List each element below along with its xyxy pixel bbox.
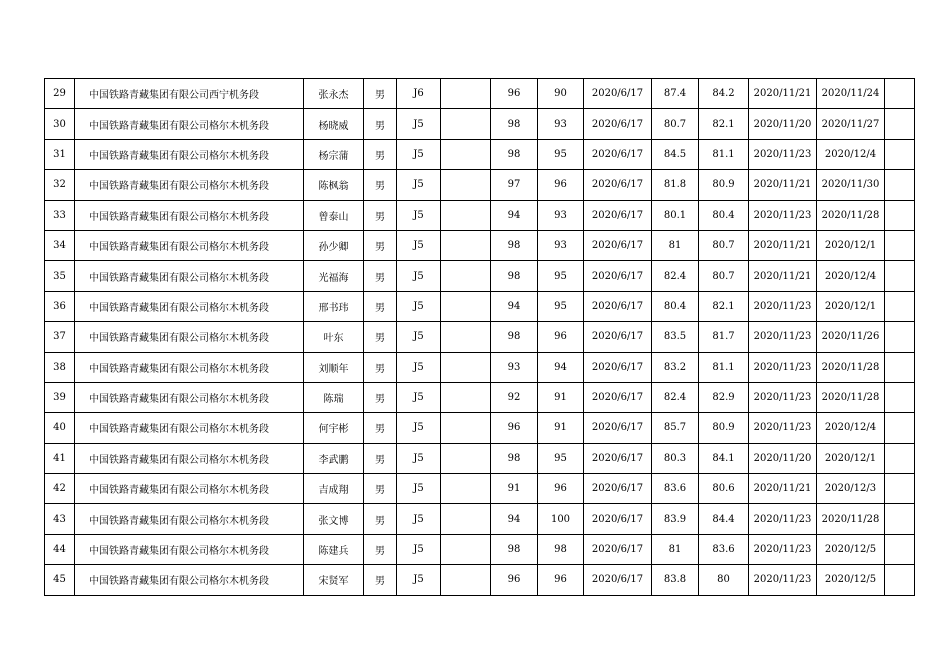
cell-gender: 男 (364, 200, 397, 230)
cell-remark (885, 139, 915, 169)
cell-score-d: 80.6 (699, 474, 749, 504)
cell-class: J5 (397, 230, 441, 260)
cell-organization: 中国铁路青藏集团有限公司格尔木机务段 (75, 200, 304, 230)
cell-organization: 中国铁路青藏集团有限公司格尔木机务段 (75, 474, 304, 504)
cell-date-3: 2020/11/28 (817, 200, 885, 230)
cell-name: 陈瑞 (304, 382, 364, 412)
cell-score-d: 81.1 (699, 352, 749, 382)
cell-class: J5 (397, 382, 441, 412)
cell-score-b: 93 (538, 109, 584, 139)
cell-gender: 男 (364, 79, 397, 109)
cell-organization: 中国铁路青藏集团有限公司格尔木机务段 (75, 413, 304, 443)
cell-score-c: 82.4 (652, 261, 699, 291)
cell-blank (441, 200, 491, 230)
cell-score-b: 93 (538, 230, 584, 260)
cell-score-c: 83.5 (652, 322, 699, 352)
cell-name: 杨晓威 (304, 109, 364, 139)
cell-class: J5 (397, 413, 441, 443)
cell-date-2: 2020/11/20 (749, 443, 817, 473)
cell-score-b: 93 (538, 200, 584, 230)
cell-name: 光福海 (304, 261, 364, 291)
cell-score-b: 91 (538, 382, 584, 412)
cell-remark (885, 200, 915, 230)
cell-score-c: 85.7 (652, 413, 699, 443)
cell-class: J5 (397, 322, 441, 352)
cell-organization: 中国铁路青藏集团有限公司格尔木机务段 (75, 322, 304, 352)
cell-remark (885, 474, 915, 504)
cell-score-b: 95 (538, 291, 584, 321)
table-row (45, 79, 915, 109)
cell-blank (441, 291, 491, 321)
cell-blank (441, 109, 491, 139)
table-row (45, 322, 915, 352)
cell-name: 张文博 (304, 504, 364, 534)
cell-score-b: 96 (538, 474, 584, 504)
cell-index: 29 (45, 79, 75, 109)
cell-score-c: 83.8 (652, 565, 699, 595)
cell-score-b: 94 (538, 352, 584, 382)
cell-name: 叶东 (304, 322, 364, 352)
cell-organization: 中国铁路青藏集团有限公司格尔木机务段 (75, 109, 304, 139)
cell-score-d: 80.4 (699, 200, 749, 230)
cell-date-2: 2020/11/23 (749, 382, 817, 412)
cell-date-2: 2020/11/23 (749, 291, 817, 321)
cell-organization: 中国铁路青藏集团有限公司格尔木机务段 (75, 139, 304, 169)
cell-date-2: 2020/11/23 (749, 504, 817, 534)
cell-blank (441, 382, 491, 412)
table-row (45, 291, 915, 321)
cell-name: 曾泰山 (304, 200, 364, 230)
cell-remark (885, 79, 915, 109)
cell-name: 孙少卿 (304, 230, 364, 260)
cell-gender: 男 (364, 413, 397, 443)
cell-score-c: 82.4 (652, 382, 699, 412)
cell-score-d: 84.2 (699, 79, 749, 109)
cell-score-a: 98 (491, 322, 538, 352)
cell-score-c: 80.7 (652, 109, 699, 139)
table-row (45, 413, 915, 443)
cell-organization: 中国铁路青藏集团有限公司格尔木机务段 (75, 261, 304, 291)
cell-score-d: 80.7 (699, 261, 749, 291)
cell-gender: 男 (364, 504, 397, 534)
cell-index: 32 (45, 170, 75, 200)
cell-index: 39 (45, 382, 75, 412)
cell-date-2: 2020/11/21 (749, 474, 817, 504)
cell-index: 30 (45, 109, 75, 139)
cell-date-2: 2020/11/21 (749, 261, 817, 291)
cell-organization: 中国铁路青藏集团有限公司格尔木机务段 (75, 565, 304, 595)
cell-score-d: 84.4 (699, 504, 749, 534)
cell-blank (441, 322, 491, 352)
cell-score-d: 81.7 (699, 322, 749, 352)
cell-gender: 男 (364, 443, 397, 473)
cell-score-a: 98 (491, 443, 538, 473)
cell-class: J5 (397, 200, 441, 230)
cell-score-b: 90 (538, 79, 584, 109)
table-row (45, 200, 915, 230)
cell-score-c: 80.4 (652, 291, 699, 321)
cell-score-c: 80.1 (652, 200, 699, 230)
cell-name: 宋贤军 (304, 565, 364, 595)
cell-date-3: 2020/12/1 (817, 230, 885, 260)
cell-name: 陈枫翁 (304, 170, 364, 200)
cell-gender: 男 (364, 109, 397, 139)
cell-remark (885, 170, 915, 200)
cell-index: 40 (45, 413, 75, 443)
cell-score-d: 80.9 (699, 170, 749, 200)
cell-score-a: 98 (491, 534, 538, 564)
cell-date-3: 2020/12/4 (817, 261, 885, 291)
cell-blank (441, 565, 491, 595)
cell-date-2: 2020/11/23 (749, 322, 817, 352)
cell-score-d: 84.1 (699, 443, 749, 473)
cell-date-3: 2020/12/4 (817, 413, 885, 443)
cell-score-b: 95 (538, 261, 584, 291)
cell-gender: 男 (364, 139, 397, 169)
cell-index: 36 (45, 291, 75, 321)
cell-score-b: 95 (538, 443, 584, 473)
cell-class: J6 (397, 79, 441, 109)
cell-blank (441, 534, 491, 564)
table-row (45, 565, 915, 595)
cell-class: J5 (397, 170, 441, 200)
cell-remark (885, 443, 915, 473)
cell-blank (441, 504, 491, 534)
cell-index: 38 (45, 352, 75, 382)
cell-date-1: 2020/6/17 (584, 322, 652, 352)
cell-gender: 男 (364, 474, 397, 504)
cell-gender: 男 (364, 565, 397, 595)
cell-date-2: 2020/11/23 (749, 352, 817, 382)
cell-score-a: 94 (491, 291, 538, 321)
cell-organization: 中国铁路青藏集团有限公司格尔木机务段 (75, 382, 304, 412)
cell-score-a: 96 (491, 565, 538, 595)
cell-remark (885, 291, 915, 321)
table-row (45, 230, 915, 260)
cell-score-b: 96 (538, 322, 584, 352)
cell-score-a: 91 (491, 474, 538, 504)
cell-class: J5 (397, 261, 441, 291)
cell-blank (441, 139, 491, 169)
cell-date-3: 2020/12/1 (817, 291, 885, 321)
cell-date-2: 2020/11/20 (749, 109, 817, 139)
cell-index: 43 (45, 504, 75, 534)
cell-date-1: 2020/6/17 (584, 413, 652, 443)
cell-blank (441, 170, 491, 200)
table-row (45, 534, 915, 564)
cell-date-3: 2020/11/28 (817, 504, 885, 534)
cell-date-1: 2020/6/17 (584, 109, 652, 139)
cell-date-1: 2020/6/17 (584, 534, 652, 564)
personnel-table (44, 78, 915, 596)
cell-date-3: 2020/11/24 (817, 79, 885, 109)
cell-organization: 中国铁路青藏集团有限公司格尔木机务段 (75, 504, 304, 534)
cell-class: J5 (397, 474, 441, 504)
cell-gender: 男 (364, 170, 397, 200)
cell-score-c: 83.6 (652, 474, 699, 504)
cell-blank (441, 79, 491, 109)
cell-score-c: 81.8 (652, 170, 699, 200)
cell-remark (885, 109, 915, 139)
cell-blank (441, 474, 491, 504)
cell-name: 何宇彬 (304, 413, 364, 443)
cell-remark (885, 230, 915, 260)
cell-index: 33 (45, 200, 75, 230)
cell-name: 李武鹏 (304, 443, 364, 473)
cell-date-3: 2020/11/28 (817, 382, 885, 412)
cell-score-c: 83.9 (652, 504, 699, 534)
cell-remark (885, 534, 915, 564)
cell-date-1: 2020/6/17 (584, 382, 652, 412)
cell-index: 34 (45, 230, 75, 260)
cell-remark (885, 413, 915, 443)
cell-date-2: 2020/11/23 (749, 534, 817, 564)
cell-class: J5 (397, 109, 441, 139)
cell-class: J5 (397, 291, 441, 321)
cell-organization: 中国铁路青藏集团有限公司西宁机务段 (75, 79, 304, 109)
cell-gender: 男 (364, 382, 397, 412)
cell-index: 31 (45, 139, 75, 169)
cell-index: 42 (45, 474, 75, 504)
cell-remark (885, 565, 915, 595)
cell-date-2: 2020/11/23 (749, 139, 817, 169)
cell-gender: 男 (364, 352, 397, 382)
cell-blank (441, 230, 491, 260)
table-row (45, 443, 915, 473)
cell-remark (885, 261, 915, 291)
cell-organization: 中国铁路青藏集团有限公司格尔木机务段 (75, 170, 304, 200)
cell-date-2: 2020/11/21 (749, 170, 817, 200)
table-row (45, 109, 915, 139)
cell-class: J5 (397, 352, 441, 382)
table-row (45, 382, 915, 412)
cell-date-3: 2020/11/27 (817, 109, 885, 139)
cell-date-2: 2020/11/23 (749, 413, 817, 443)
cell-score-d: 82.1 (699, 109, 749, 139)
cell-remark (885, 352, 915, 382)
cell-date-1: 2020/6/17 (584, 79, 652, 109)
cell-index: 41 (45, 443, 75, 473)
table-row (45, 170, 915, 200)
cell-blank (441, 261, 491, 291)
cell-name: 陈建兵 (304, 534, 364, 564)
cell-date-1: 2020/6/17 (584, 261, 652, 291)
cell-score-a: 97 (491, 170, 538, 200)
cell-date-3: 2020/12/1 (817, 443, 885, 473)
cell-gender: 男 (364, 261, 397, 291)
cell-date-1: 2020/6/17 (584, 291, 652, 321)
cell-remark (885, 322, 915, 352)
cell-score-d: 82.9 (699, 382, 749, 412)
cell-date-2: 2020/11/21 (749, 79, 817, 109)
cell-score-d: 83.6 (699, 534, 749, 564)
cell-remark (885, 382, 915, 412)
cell-score-c: 80.3 (652, 443, 699, 473)
cell-date-1: 2020/6/17 (584, 200, 652, 230)
cell-index: 37 (45, 322, 75, 352)
cell-date-1: 2020/6/17 (584, 139, 652, 169)
cell-class: J5 (397, 534, 441, 564)
cell-date-3: 2020/12/5 (817, 534, 885, 564)
cell-date-3: 2020/11/28 (817, 352, 885, 382)
cell-score-b: 95 (538, 139, 584, 169)
cell-gender: 男 (364, 322, 397, 352)
cell-score-a: 98 (491, 261, 538, 291)
cell-date-1: 2020/6/17 (584, 565, 652, 595)
cell-score-a: 98 (491, 230, 538, 260)
cell-score-a: 98 (491, 109, 538, 139)
cell-score-a: 93 (491, 352, 538, 382)
cell-blank (441, 443, 491, 473)
cell-date-2: 2020/11/23 (749, 200, 817, 230)
table-row (45, 352, 915, 382)
cell-score-c: 81 (652, 230, 699, 260)
cell-blank (441, 413, 491, 443)
cell-class: J5 (397, 565, 441, 595)
cell-name: 刘顺年 (304, 352, 364, 382)
cell-score-a: 94 (491, 504, 538, 534)
cell-date-2: 2020/11/21 (749, 230, 817, 260)
cell-name: 杨宗蒲 (304, 139, 364, 169)
table-row (45, 474, 915, 504)
cell-date-3: 2020/12/5 (817, 565, 885, 595)
cell-date-1: 2020/6/17 (584, 352, 652, 382)
cell-gender: 男 (364, 230, 397, 260)
cell-score-a: 92 (491, 382, 538, 412)
cell-score-c: 83.2 (652, 352, 699, 382)
cell-date-3: 2020/11/26 (817, 322, 885, 352)
cell-name: 邢书玮 (304, 291, 364, 321)
cell-organization: 中国铁路青藏集团有限公司格尔木机务段 (75, 291, 304, 321)
cell-score-d: 82.1 (699, 291, 749, 321)
cell-organization: 中国铁路青藏集团有限公司格尔木机务段 (75, 534, 304, 564)
cell-score-b: 100 (538, 504, 584, 534)
cell-score-d: 80.7 (699, 230, 749, 260)
cell-score-b: 96 (538, 565, 584, 595)
cell-date-1: 2020/6/17 (584, 474, 652, 504)
cell-gender: 男 (364, 291, 397, 321)
cell-date-1: 2020/6/17 (584, 170, 652, 200)
cell-score-a: 94 (491, 200, 538, 230)
cell-index: 45 (45, 565, 75, 595)
table-row (45, 139, 915, 169)
cell-gender: 男 (364, 534, 397, 564)
cell-date-1: 2020/6/17 (584, 504, 652, 534)
cell-date-1: 2020/6/17 (584, 230, 652, 260)
cell-score-d: 80 (699, 565, 749, 595)
cell-class: J5 (397, 139, 441, 169)
cell-score-b: 98 (538, 534, 584, 564)
cell-date-1: 2020/6/17 (584, 443, 652, 473)
cell-index: 35 (45, 261, 75, 291)
cell-score-a: 96 (491, 413, 538, 443)
cell-score-c: 84.5 (652, 139, 699, 169)
cell-score-a: 96 (491, 79, 538, 109)
cell-score-d: 80.9 (699, 413, 749, 443)
cell-organization: 中国铁路青藏集团有限公司格尔木机务段 (75, 352, 304, 382)
cell-score-c: 87.4 (652, 79, 699, 109)
cell-class: J5 (397, 504, 441, 534)
table-row (45, 261, 915, 291)
cell-name: 吉成翔 (304, 474, 364, 504)
cell-blank (441, 352, 491, 382)
cell-organization: 中国铁路青藏集团有限公司格尔木机务段 (75, 230, 304, 260)
cell-class: J5 (397, 443, 441, 473)
cell-date-3: 2020/12/4 (817, 139, 885, 169)
cell-score-c: 81 (652, 534, 699, 564)
cell-score-b: 96 (538, 170, 584, 200)
cell-score-b: 91 (538, 413, 584, 443)
cell-date-3: 2020/12/3 (817, 474, 885, 504)
cell-date-3: 2020/11/30 (817, 170, 885, 200)
cell-remark (885, 504, 915, 534)
table-row (45, 504, 915, 534)
cell-name: 张永杰 (304, 79, 364, 109)
cell-index: 44 (45, 534, 75, 564)
cell-organization: 中国铁路青藏集团有限公司格尔木机务段 (75, 443, 304, 473)
cell-score-a: 98 (491, 139, 538, 169)
cell-date-2: 2020/11/23 (749, 565, 817, 595)
cell-score-d: 81.1 (699, 139, 749, 169)
